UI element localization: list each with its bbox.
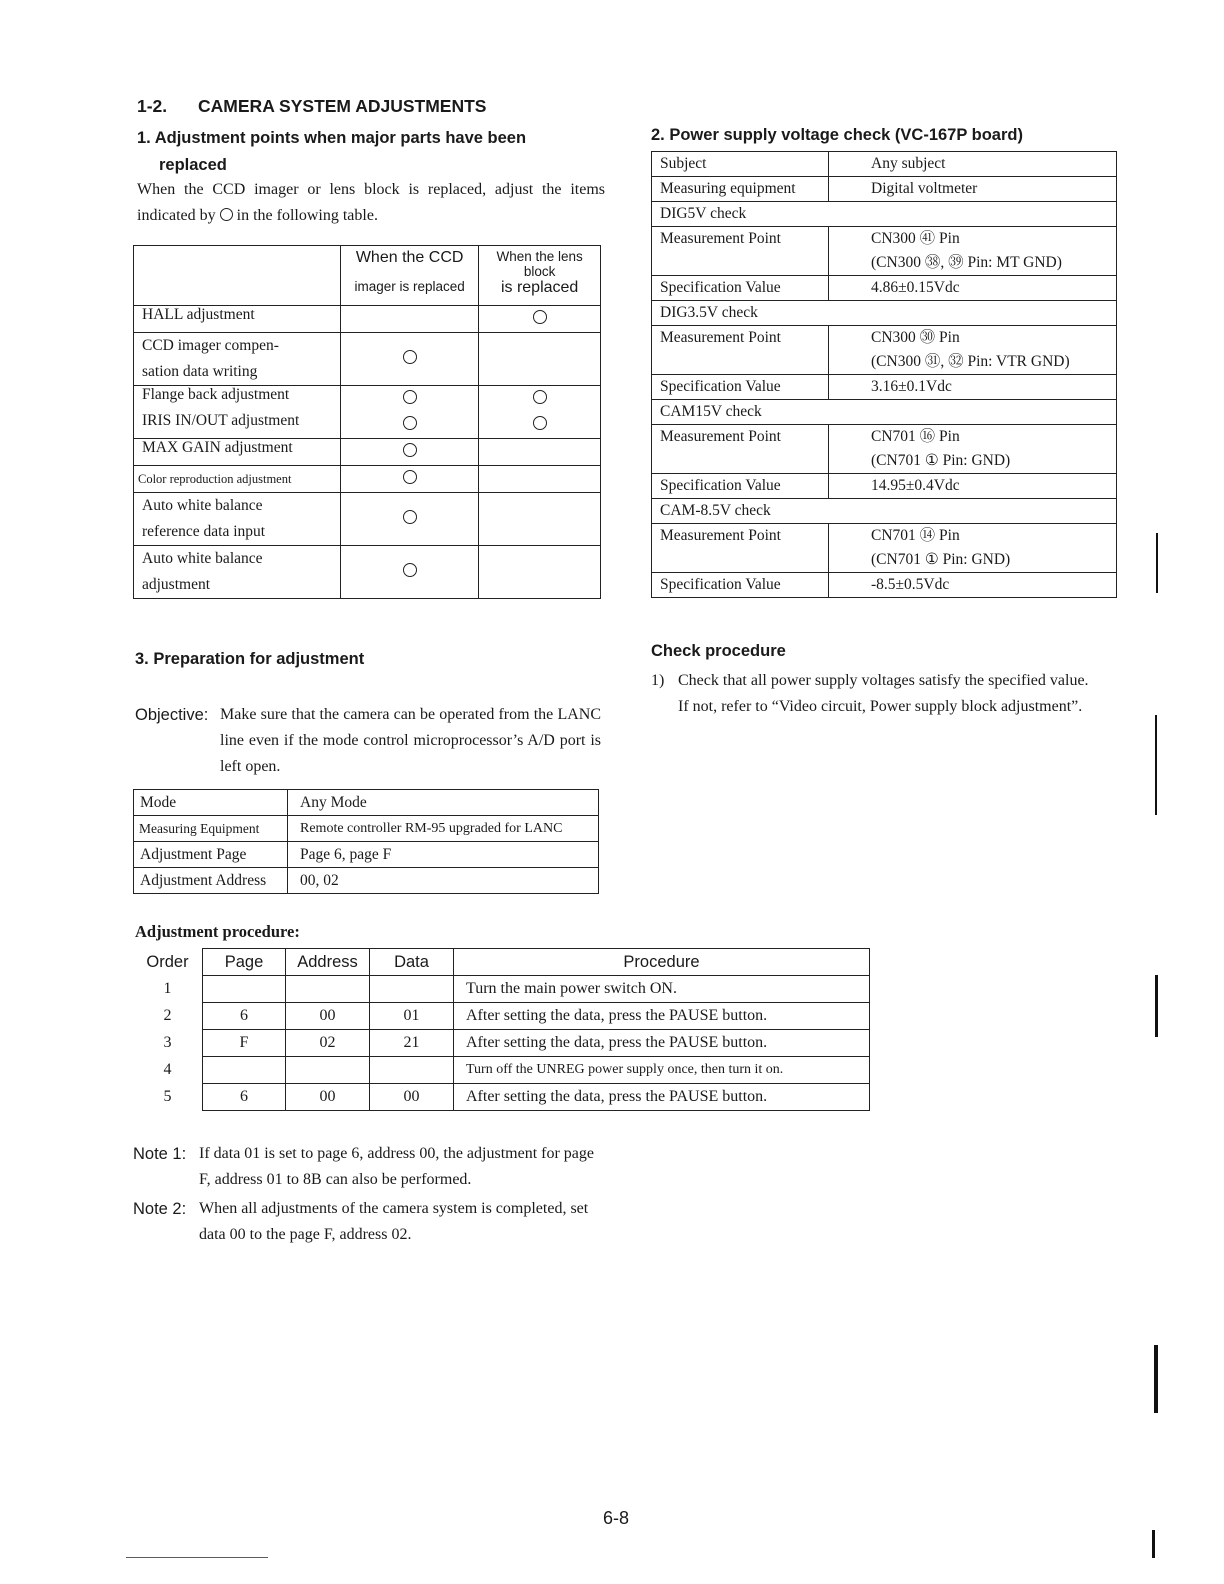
mp-label: Measurement Point	[652, 326, 829, 375]
table-row	[652, 227, 1117, 276]
prep-value: Any Mode	[288, 790, 599, 816]
table-row	[134, 816, 599, 842]
table-row	[652, 375, 1117, 400]
table-row	[134, 439, 601, 466]
row-label-line2: sation data writing	[142, 363, 258, 380]
step-address	[286, 976, 370, 1003]
note-2	[133, 1196, 603, 1248]
spec-value: -8.5±0.5Vdc	[829, 573, 1117, 598]
prep-key: Adjustment Address	[134, 868, 288, 894]
lens-cell	[479, 546, 601, 599]
mp-line1: CN701 ⑯ Pin	[871, 428, 960, 445]
step-page: 6	[203, 1003, 286, 1030]
ccd-cell	[340, 412, 478, 439]
step-data: 01	[370, 1003, 454, 1030]
step-address: 00	[286, 1003, 370, 1030]
spec-label: Specification Value	[652, 474, 829, 499]
sub1-intro	[137, 177, 605, 229]
sub1-intro-text2: in the following table.	[236, 207, 378, 224]
page-number: 6-8	[603, 1508, 630, 1528]
circle-mark-icon	[403, 470, 417, 484]
spec-label: Specification Value	[652, 573, 829, 598]
table-row	[134, 412, 601, 439]
ccd-cell	[340, 386, 478, 413]
table-header-row	[133, 949, 870, 976]
row-label-line2: adjustment	[142, 576, 211, 593]
t1-col-ccd: When the CCD	[340, 246, 478, 280]
ccd-cell	[340, 493, 478, 546]
table-row	[652, 425, 1117, 474]
check-name: CAM15V check	[652, 400, 1117, 425]
adjustment-points-table	[133, 245, 601, 599]
table-row	[652, 573, 1117, 598]
row-label	[134, 493, 341, 546]
prep-key: Measuring Equipment	[134, 816, 288, 842]
step-procedure: After setting the data, press the PAUSE button.	[454, 1030, 870, 1057]
ccd-cell	[340, 546, 478, 599]
section-title: CAMERA SYSTEM ADJUSTMENTS	[198, 96, 487, 116]
row-label: Flange back adjustment	[134, 386, 341, 413]
check-procedure-title: Check procedure	[651, 642, 786, 660]
bottom-rule	[126, 1557, 268, 1558]
mp-line2: (CN300 ㊳, ㊴ Pin: MT GND)	[871, 254, 1062, 271]
table-row	[134, 333, 601, 386]
mp-value	[829, 425, 1117, 474]
lens-cell	[479, 466, 601, 493]
mp-line2: (CN300 ㉛, ㉜ Pin: VTR GND)	[871, 353, 1070, 370]
table-row	[133, 976, 870, 1003]
prep-key: Adjustment Page	[134, 842, 288, 868]
col-procedure: Procedure	[454, 949, 870, 976]
step-order: 2	[163, 1006, 172, 1024]
spec-value: 4.86±0.15Vdc	[829, 276, 1117, 301]
step-address	[286, 1057, 370, 1084]
check-step-text1: Check that all power supply voltages satisfy the specified value.	[678, 672, 1089, 689]
ccd-cell	[340, 466, 478, 493]
step-page	[203, 976, 286, 1003]
subject-value: Any subject	[829, 152, 1117, 177]
lens-cell	[479, 439, 601, 466]
procedure-table	[133, 948, 870, 1111]
step-page	[203, 1057, 286, 1084]
step-order: 3	[163, 1033, 172, 1051]
power-supply-table	[651, 151, 1117, 598]
prep-value: 00, 02	[288, 868, 599, 894]
step-data: 21	[370, 1030, 454, 1057]
objective-label: Objective:	[135, 706, 209, 724]
check-step-number: 1)	[651, 672, 665, 689]
scan-edge-mark	[1156, 533, 1158, 593]
mp-label: Measurement Point	[652, 227, 829, 276]
step-order: 5	[163, 1087, 172, 1105]
table-row	[134, 306, 601, 333]
row-label-line1: CCD imager compen-	[142, 337, 279, 354]
scan-edge-mark	[1155, 975, 1158, 1037]
row-label: IRIS IN/OUT adjustment	[134, 412, 341, 439]
table-row	[133, 1030, 870, 1057]
t1-col-ccd-line2: imager is replaced	[340, 279, 478, 306]
table-row	[134, 790, 599, 816]
step-data	[370, 1057, 454, 1084]
mp-value	[829, 524, 1117, 573]
col-data: Data	[370, 949, 454, 976]
table-row	[134, 842, 599, 868]
circle-mark-icon	[533, 390, 547, 404]
section-heading	[137, 96, 486, 117]
objective-block	[135, 702, 601, 780]
sub1-title-line2: replaced	[159, 156, 227, 174]
note-1-label: Note 1:	[133, 1145, 187, 1163]
spec-value: 14.95±0.4Vdc	[829, 474, 1117, 499]
ccd-cell	[340, 333, 478, 386]
note-2-text: When all adjustments of the camera system is completed, set data 00 to the page F, address 02.	[199, 1200, 589, 1243]
mp-line1: CN300 ㊶ Pin	[871, 230, 960, 247]
table-row	[652, 202, 1117, 227]
mp-line2: (CN701 ① Pin: GND)	[871, 551, 1011, 568]
preparation-table	[133, 789, 599, 894]
row-label	[134, 546, 341, 599]
table-row	[134, 466, 601, 493]
table-row	[652, 326, 1117, 375]
col-order: Order	[146, 952, 189, 971]
table-row	[134, 868, 599, 894]
row-label-line1: Auto white balance	[142, 497, 263, 514]
mp-line1: CN701 ⑭ Pin	[871, 527, 960, 544]
step-data: 00	[370, 1084, 454, 1111]
scan-edge-mark	[1155, 715, 1157, 815]
col-page: Page	[203, 949, 286, 976]
objective-text: Make sure that the camera can be operated from the LANC line even if the mode control microprocessor’s A/D port is left open.	[220, 706, 601, 775]
table-row	[133, 1084, 870, 1111]
step-procedure: Turn off the UNREG power supply once, then turn it on.	[454, 1057, 870, 1084]
subject-label: Subject	[652, 152, 829, 177]
sub3-title: 3. Preparation for adjustment	[135, 650, 365, 668]
table-row	[652, 524, 1117, 573]
table-row	[652, 474, 1117, 499]
row-label: MAX GAIN adjustment	[134, 439, 341, 466]
circle-mark-icon	[533, 416, 547, 430]
step-procedure: After setting the data, press the PAUSE button.	[454, 1084, 870, 1111]
table-row	[134, 386, 601, 413]
circle-mark-icon	[403, 510, 417, 524]
note-1-text: If data 01 is set to page 6, address 00, the adjustment for page F, address 01 to 8B can also be performed.	[199, 1145, 594, 1188]
t1-col-lens-line2: is replaced	[479, 279, 601, 306]
table-row	[133, 1057, 870, 1084]
check-step-text2: If not, refer to “Video circuit, Power supply block adjustment”.	[678, 698, 1083, 715]
check-name: DIG3.5V check	[652, 301, 1117, 326]
col-address: Address	[286, 949, 370, 976]
row-label: Color reproduction adjustment	[134, 466, 341, 493]
procedure-title: Adjustment procedure:	[135, 922, 300, 941]
table-row	[652, 499, 1117, 524]
spec-label: Specification Value	[652, 375, 829, 400]
ccd-cell	[340, 306, 478, 333]
ccd-cell	[340, 439, 478, 466]
lens-cell	[479, 306, 601, 333]
circle-mark-icon	[403, 350, 417, 364]
check-procedure-body	[651, 668, 1117, 720]
circle-mark-icon	[403, 443, 417, 457]
check-name: CAM-8.5V check	[652, 499, 1117, 524]
step-order: 4	[163, 1060, 172, 1078]
table-row	[652, 400, 1117, 425]
lens-cell	[479, 493, 601, 546]
table-row	[652, 177, 1117, 202]
row-label: HALL adjustment	[134, 306, 341, 333]
t1-col-lens: When the lens block	[479, 246, 601, 280]
sub1-intro-text1: When the CCD imager or lens block is replaced, adjust the items indicated by	[137, 181, 605, 224]
circle-mark-icon	[403, 563, 417, 577]
section-number: 1-2.	[137, 96, 168, 116]
lens-cell	[479, 333, 601, 386]
step-page: 6	[203, 1084, 286, 1111]
note-2-label: Note 2:	[133, 1200, 187, 1218]
mp-line2: (CN701 ① Pin: GND)	[871, 452, 1011, 469]
spec-label: Specification Value	[652, 276, 829, 301]
lens-cell	[479, 386, 601, 413]
prep-value: Remote controller RM-95 upgraded for LANC	[288, 816, 599, 842]
circle-mark-icon	[220, 208, 233, 221]
sub1-title-line1: 1. Adjustment points when major parts have been	[137, 129, 527, 147]
lens-cell	[479, 412, 601, 439]
equipment-label: Measuring equipment	[652, 177, 829, 202]
circle-mark-icon	[533, 310, 547, 324]
table-row	[652, 152, 1117, 177]
note-1	[133, 1141, 603, 1193]
spec-value: 3.16±0.1Vdc	[829, 375, 1117, 400]
prep-key: Mode	[134, 790, 288, 816]
equipment-value: Digital voltmeter	[829, 177, 1117, 202]
check-name: DIG5V check	[652, 202, 1117, 227]
row-label-line2: reference data input	[142, 523, 266, 540]
mp-label: Measurement Point	[652, 524, 829, 573]
table-row	[133, 1003, 870, 1030]
scan-edge-mark	[1154, 1345, 1158, 1413]
table-row	[652, 276, 1117, 301]
circle-mark-icon	[403, 416, 417, 430]
table-row	[652, 301, 1117, 326]
step-procedure: Turn the main power switch ON.	[454, 976, 870, 1003]
scan-edge-mark	[1152, 1530, 1155, 1558]
step-order: 1	[163, 979, 172, 997]
table-row	[134, 493, 601, 546]
sub2-title: 2. Power supply voltage check (VC-167P board)	[651, 126, 1023, 144]
step-page: F	[203, 1030, 286, 1057]
mp-label: Measurement Point	[652, 425, 829, 474]
row-label-line1: Auto white balance	[142, 550, 263, 567]
step-procedure: After setting the data, press the PAUSE button.	[454, 1003, 870, 1030]
row-label	[134, 333, 341, 386]
step-address: 00	[286, 1084, 370, 1111]
mp-line1: CN300 ㉚ Pin	[871, 329, 960, 346]
mp-value	[829, 326, 1117, 375]
table-row	[134, 546, 601, 599]
step-address: 02	[286, 1030, 370, 1057]
step-data	[370, 976, 454, 1003]
sub1-title	[137, 125, 526, 179]
mp-value	[829, 227, 1117, 276]
circle-mark-icon	[403, 390, 417, 404]
t1-corner	[134, 246, 341, 306]
prep-value: Page 6, page F	[288, 842, 599, 868]
